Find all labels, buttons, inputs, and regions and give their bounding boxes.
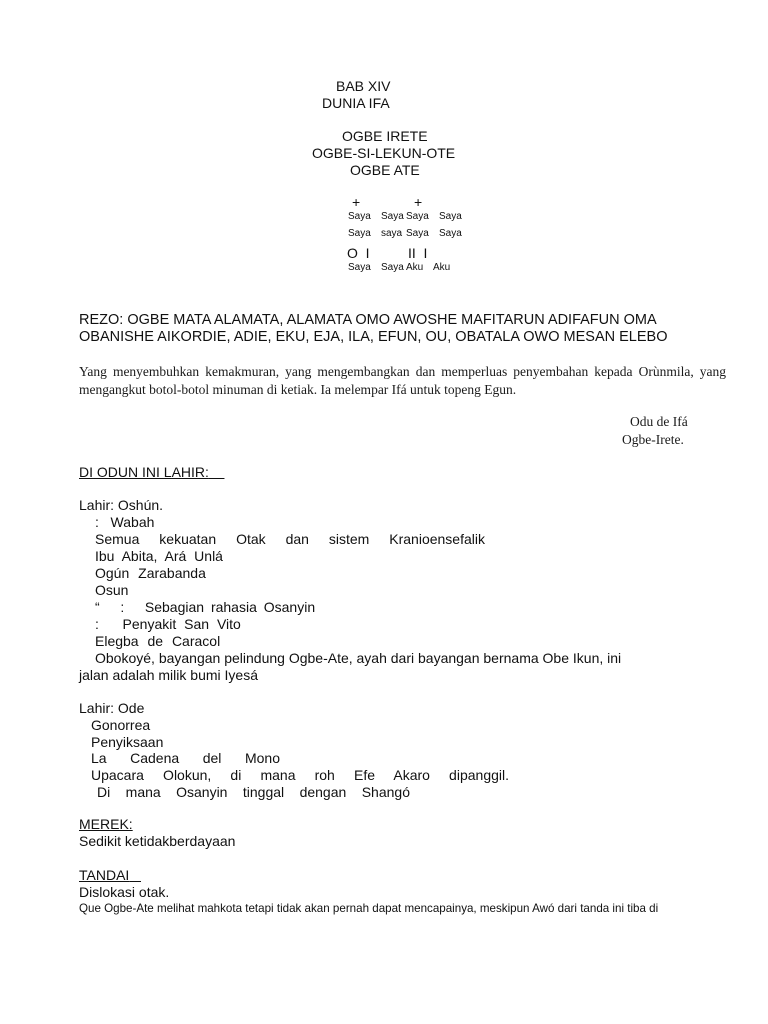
sign-row2-word: Saya (348, 228, 371, 239)
tandai-text: Dislokasi otak. (79, 884, 170, 900)
sign-row3-word: Aku (433, 262, 451, 273)
chapter-title: BAB XIV (336, 78, 391, 94)
merek-text: Sedikit ketidakberdayaan (79, 833, 236, 849)
born-list-1-item: Obokoyé, bayangan pelindung Ogbe-Ate, ayah dari bayangan bernama Obe Ikun, ini (95, 650, 622, 666)
sign-marks-right: II I (408, 245, 428, 261)
sign-row3-word: Aku (406, 262, 424, 273)
sign-row1-word: Saya (381, 211, 404, 222)
born-list-1-first: Lahir: Oshún. (79, 497, 164, 513)
sign-row3-word: Saya (381, 262, 404, 273)
rezo-line-2: OBANISHE AIKORDIE, ADIE, EKU, EJA, ILA, EFUN, OU, OBATALA OWO MESAN ELEBO (79, 329, 668, 345)
intro-line-2: mengangkut botol-botol minuman di ketiak. Ia melempar Ifá untuk topeng Egun. (79, 382, 517, 397)
born-list-1-item: Elegba de Caracol (95, 633, 221, 649)
tandai-heading: TANDAI (79, 867, 130, 883)
born-list-1-item: Semua kekuatan Otak dan sistem Kranioensefalik (95, 531, 485, 547)
rezo-line-1: REZO: OGBE MATA ALAMATA, ALAMATA OMO AWOSHE MAFITARUN ADIFAFUN OMA (79, 312, 657, 328)
tandai-note: Que Ogbe-Ate melihat mahkota tetapi tidak akan pernah dapat mencapainya, meskipun Awó dari tanda ini tiba di (79, 902, 659, 915)
born-list-1-continuation: jalan adalah milik bumi Iyesá (79, 667, 258, 683)
born-list-1-item: Osun (95, 582, 129, 598)
intro-line-1: Yang menyembuhkan kemakmuran, yang mengembangkan dan memperluas penyembahan kepada Orùnmila, yang (79, 364, 726, 379)
sign-marks-left: O I (347, 245, 370, 261)
odu-reference-2: Ogbe-Irete. (622, 432, 684, 447)
sign-row3-word: Saya (348, 262, 371, 273)
born-list-2-item: Gonorrea (91, 717, 151, 733)
plus-sign-left: + (352, 194, 361, 210)
born-list-2-item: Penyiksaan (91, 734, 164, 750)
odu-name-3: OGBE ATE (350, 162, 420, 178)
odu-name-1: OGBE IRETE (342, 128, 428, 144)
sign-row2-word: Saya (406, 228, 429, 239)
born-list-1-item: “ : Sebagian rahasia Osanyin (95, 599, 316, 615)
odu-reference-1: Odu de Ifá (630, 414, 688, 429)
born-list-1-item: Ibu Abita, Ará Unlá (95, 548, 223, 564)
sign-row2-word: Saya (439, 228, 462, 239)
born-list-1-item: Ogún Zarabanda (95, 565, 206, 581)
born-list-2-item: Di mana Osanyin tinggal dengan Shangó (97, 784, 410, 800)
born-heading: DI ODUN INI LAHIR: (79, 464, 209, 480)
born-list-2-item: La Cadena del Mono (91, 750, 280, 766)
section-title: DUNIA IFA (322, 95, 390, 111)
odu-name-2: OGBE-SI-LEKUN-OTE (312, 145, 456, 161)
sign-row1-word: Saya (348, 211, 371, 222)
sign-row1-word: Saya (406, 211, 429, 222)
born-list-2-item: Upacara Olokun, di mana roh Efe Akaro dipanggil. (91, 767, 509, 783)
born-list-2-first: Lahir: Ode (79, 700, 145, 716)
born-list-1-item: : Wabah (95, 514, 155, 530)
born-list-1-item: : Penyakit San Vito (95, 616, 241, 632)
sign-row2-word: saya (381, 228, 403, 239)
merek-heading: MEREK: (79, 816, 133, 832)
plus-sign-right: + (414, 194, 423, 210)
sign-row1-word: Saya (439, 211, 462, 222)
